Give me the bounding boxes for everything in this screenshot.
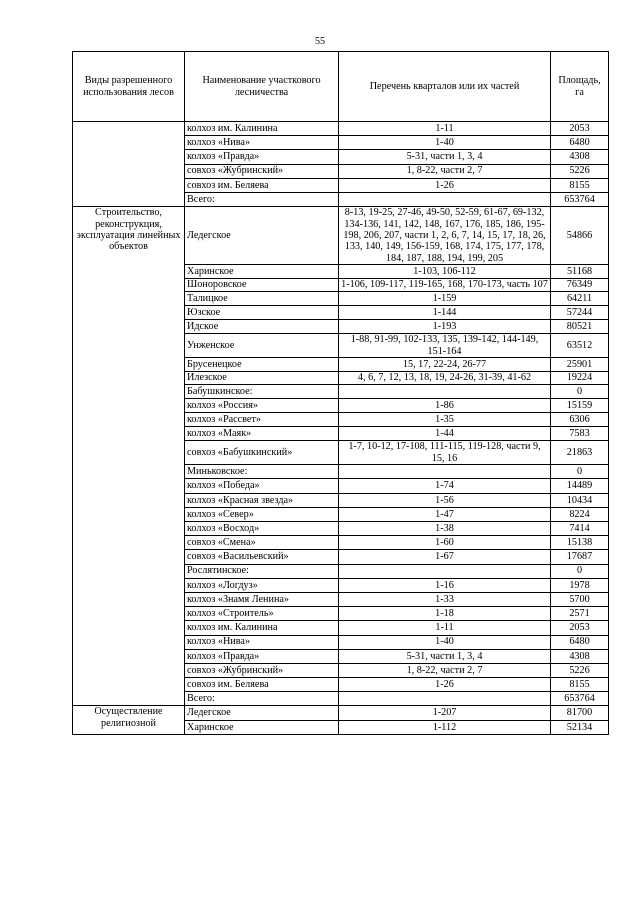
area-cell: 2053 bbox=[551, 122, 609, 136]
area-cell: 1978 bbox=[551, 578, 609, 592]
quarters-cell: 1-38 bbox=[339, 522, 551, 536]
quarters-cell: 1-67 bbox=[339, 550, 551, 564]
quarters-cell: 1-40 bbox=[339, 635, 551, 649]
area-cell: 653764 bbox=[551, 192, 609, 206]
quarters-cell bbox=[339, 465, 551, 479]
forestry-name-cell: колхоз «Рассвет» bbox=[185, 413, 339, 427]
use-type-cell bbox=[73, 122, 185, 207]
area-cell: 51168 bbox=[551, 265, 609, 279]
area-cell: 0 bbox=[551, 384, 609, 398]
quarters-cell: 15, 17, 22-24, 26-77 bbox=[339, 358, 551, 372]
forestry-name-cell: совхоз «Смена» bbox=[185, 536, 339, 550]
forest-use-table bbox=[72, 51, 609, 735]
forestry-name-cell: колхоз «Строитель» bbox=[185, 607, 339, 621]
table-row bbox=[73, 706, 609, 720]
quarters-cell: 5-31, части 1, 3, 4 bbox=[339, 649, 551, 663]
area-cell: 57244 bbox=[551, 305, 609, 319]
forestry-name-cell: Харинское bbox=[185, 720, 339, 734]
quarters-cell: 1-74 bbox=[339, 479, 551, 493]
forestry-name-cell: Бабушкинское: bbox=[185, 384, 339, 398]
forestry-name-cell: совхоз им. Беляева bbox=[185, 678, 339, 692]
area-cell: 81700 bbox=[551, 706, 609, 720]
forestry-name-cell: колхоз «Правда» bbox=[185, 649, 339, 663]
forestry-name-cell: Ледегское bbox=[185, 207, 339, 265]
forestry-name-cell: колхоз им. Калинина bbox=[185, 122, 339, 136]
forestry-name-cell: Ледегское bbox=[185, 706, 339, 720]
forestry-name-cell: Брусенецкое bbox=[185, 358, 339, 372]
header-use-types: Виды разрешенного использования лесов bbox=[73, 52, 185, 122]
quarters-cell: 1-11 bbox=[339, 621, 551, 635]
quarters-cell: 1-193 bbox=[339, 320, 551, 334]
quarters-cell: 8-13, 19-25, 27-46, 49-50, 52-59, 61-67, 69-132, 134-136, 141, 142, 148, 167, 176, 185, 186, 195-198, 206, 207, части 1, 2, 6, 7, 14, 15, 17, 18, 26, 133, 140, 149, 156-159, 168, 174, 175, 177, 178, 184, 187, 188, 194, 199, 205 bbox=[339, 207, 551, 265]
quarters-cell: 1-16 bbox=[339, 578, 551, 592]
area-cell: 7583 bbox=[551, 427, 609, 441]
quarters-cell: 1-44 bbox=[339, 427, 551, 441]
quarters-cell bbox=[339, 692, 551, 706]
forestry-name-cell: Унженское bbox=[185, 334, 339, 358]
quarters-cell: 1-144 bbox=[339, 305, 551, 319]
area-cell: 80521 bbox=[551, 320, 609, 334]
quarters-cell bbox=[339, 384, 551, 398]
forestry-name-cell: колхоз «Правда» bbox=[185, 150, 339, 164]
quarters-cell: 1-33 bbox=[339, 592, 551, 606]
forestry-name-cell: колхоз «Маяк» bbox=[185, 427, 339, 441]
forestry-name-cell: Талицкое bbox=[185, 291, 339, 305]
area-cell: 6480 bbox=[551, 136, 609, 150]
quarters-cell: 1-18 bbox=[339, 607, 551, 621]
area-cell: 8155 bbox=[551, 678, 609, 692]
area-cell: 653764 bbox=[551, 692, 609, 706]
area-cell: 15138 bbox=[551, 536, 609, 550]
area-cell: 5700 bbox=[551, 592, 609, 606]
area-cell: 17687 bbox=[551, 550, 609, 564]
forestry-name-cell: Всего: bbox=[185, 192, 339, 206]
header-forestry-name: Наименование участкового лесничества bbox=[185, 52, 339, 122]
forestry-name-cell: колхоз «Нива» bbox=[185, 635, 339, 649]
forestry-name-cell: колхоз «Нива» bbox=[185, 136, 339, 150]
area-cell: 2571 bbox=[551, 607, 609, 621]
quarters-cell bbox=[339, 192, 551, 206]
area-cell: 21863 bbox=[551, 441, 609, 465]
area-cell: 15159 bbox=[551, 398, 609, 412]
quarters-cell bbox=[339, 564, 551, 578]
quarters-cell: 1-60 bbox=[339, 536, 551, 550]
quarters-cell: 1-106, 109-117, 119-165, 168, 170-173, часть 107 bbox=[339, 279, 551, 291]
area-cell: 54866 bbox=[551, 207, 609, 265]
forestry-name-cell: Идское bbox=[185, 320, 339, 334]
forestry-name-cell: колхоз «Логдуз» bbox=[185, 578, 339, 592]
forestry-name-cell: совхоз им. Беляева bbox=[185, 178, 339, 192]
header-quarters: Перечень кварталов или их частей bbox=[339, 52, 551, 122]
table-row bbox=[73, 207, 609, 265]
quarters-cell: 1-86 bbox=[339, 398, 551, 412]
area-cell: 63512 bbox=[551, 334, 609, 358]
quarters-cell: 1-103, 106-112 bbox=[339, 265, 551, 279]
quarters-cell: 1-47 bbox=[339, 507, 551, 521]
area-cell: 5226 bbox=[551, 663, 609, 677]
quarters-cell: 1-40 bbox=[339, 136, 551, 150]
area-cell: 64211 bbox=[551, 291, 609, 305]
forestry-name-cell: совхоз «Бабушкинский» bbox=[185, 441, 339, 465]
forestry-name-cell: совхоз «Жубринский» bbox=[185, 663, 339, 677]
area-cell: 5226 bbox=[551, 164, 609, 178]
forestry-name-cell: колхоз им. Калинина bbox=[185, 621, 339, 635]
quarters-cell: 5-31, части 1, 3, 4 bbox=[339, 150, 551, 164]
page-number: 55 bbox=[315, 36, 325, 47]
quarters-cell: 1-7, 10-12, 17-108, 111-115, 119-128, части 9, 15, 16 bbox=[339, 441, 551, 465]
forestry-name-cell: Шоноровское bbox=[185, 279, 339, 291]
quarters-cell: 1-207 bbox=[339, 706, 551, 720]
forestry-name-cell: Илезское bbox=[185, 372, 339, 384]
area-cell: 2053 bbox=[551, 621, 609, 635]
quarters-cell: 1-112 bbox=[339, 720, 551, 734]
area-cell: 25901 bbox=[551, 358, 609, 372]
forestry-name-cell: Харинское bbox=[185, 265, 339, 279]
forestry-name-cell: Юзское bbox=[185, 305, 339, 319]
area-cell: 4308 bbox=[551, 649, 609, 663]
area-cell: 14489 bbox=[551, 479, 609, 493]
forestry-name-cell: колхоз «Знамя Ленина» bbox=[185, 592, 339, 606]
forestry-name-cell: совхоз «Васильевский» bbox=[185, 550, 339, 564]
forestry-name-cell: колхоз «Красная звезда» bbox=[185, 493, 339, 507]
forestry-name-cell: Миньковское: bbox=[185, 465, 339, 479]
area-cell: 4308 bbox=[551, 150, 609, 164]
quarters-cell: 1-26 bbox=[339, 678, 551, 692]
table-header-row bbox=[73, 52, 609, 122]
forestry-name-cell: совхоз «Жубринский» bbox=[185, 164, 339, 178]
table-body bbox=[73, 122, 609, 735]
use-type-cell: Осуществление религиозной bbox=[73, 706, 185, 734]
forestry-name-cell: Рослятинское: bbox=[185, 564, 339, 578]
quarters-cell: 1, 8-22, части 2, 7 bbox=[339, 164, 551, 178]
header-area: Площадь, га bbox=[551, 52, 609, 122]
quarters-cell: 1-26 bbox=[339, 178, 551, 192]
area-cell: 0 bbox=[551, 564, 609, 578]
area-cell: 0 bbox=[551, 465, 609, 479]
area-cell: 7414 bbox=[551, 522, 609, 536]
quarters-cell: 1-56 bbox=[339, 493, 551, 507]
forestry-name-cell: колхоз «Россия» bbox=[185, 398, 339, 412]
use-type-cell: Строительство, реконструкция, эксплуатация линейных объектов bbox=[73, 207, 185, 706]
table-row bbox=[73, 122, 609, 136]
quarters-cell: 1-11 bbox=[339, 122, 551, 136]
forestry-name-cell: Всего: bbox=[185, 692, 339, 706]
area-cell: 19224 bbox=[551, 372, 609, 384]
area-cell: 10434 bbox=[551, 493, 609, 507]
quarters-cell: 4, 6, 7, 12, 13, 18, 19, 24-26, 31-39, 41-62 bbox=[339, 372, 551, 384]
area-cell: 76349 bbox=[551, 279, 609, 291]
quarters-cell: 1-159 bbox=[339, 291, 551, 305]
quarters-cell: 1-88, 91-99, 102-133, 135, 139-142, 144-149, 151-164 bbox=[339, 334, 551, 358]
forestry-name-cell: колхоз «Победа» bbox=[185, 479, 339, 493]
area-cell: 6480 bbox=[551, 635, 609, 649]
quarters-cell: 1, 8-22, части 2, 7 bbox=[339, 663, 551, 677]
area-cell: 8224 bbox=[551, 507, 609, 521]
forestry-name-cell: колхоз «Север» bbox=[185, 507, 339, 521]
area-cell: 52134 bbox=[551, 720, 609, 734]
quarters-cell: 1-35 bbox=[339, 413, 551, 427]
area-cell: 8155 bbox=[551, 178, 609, 192]
forestry-name-cell: колхоз «Восход» bbox=[185, 522, 339, 536]
area-cell: 6306 bbox=[551, 413, 609, 427]
